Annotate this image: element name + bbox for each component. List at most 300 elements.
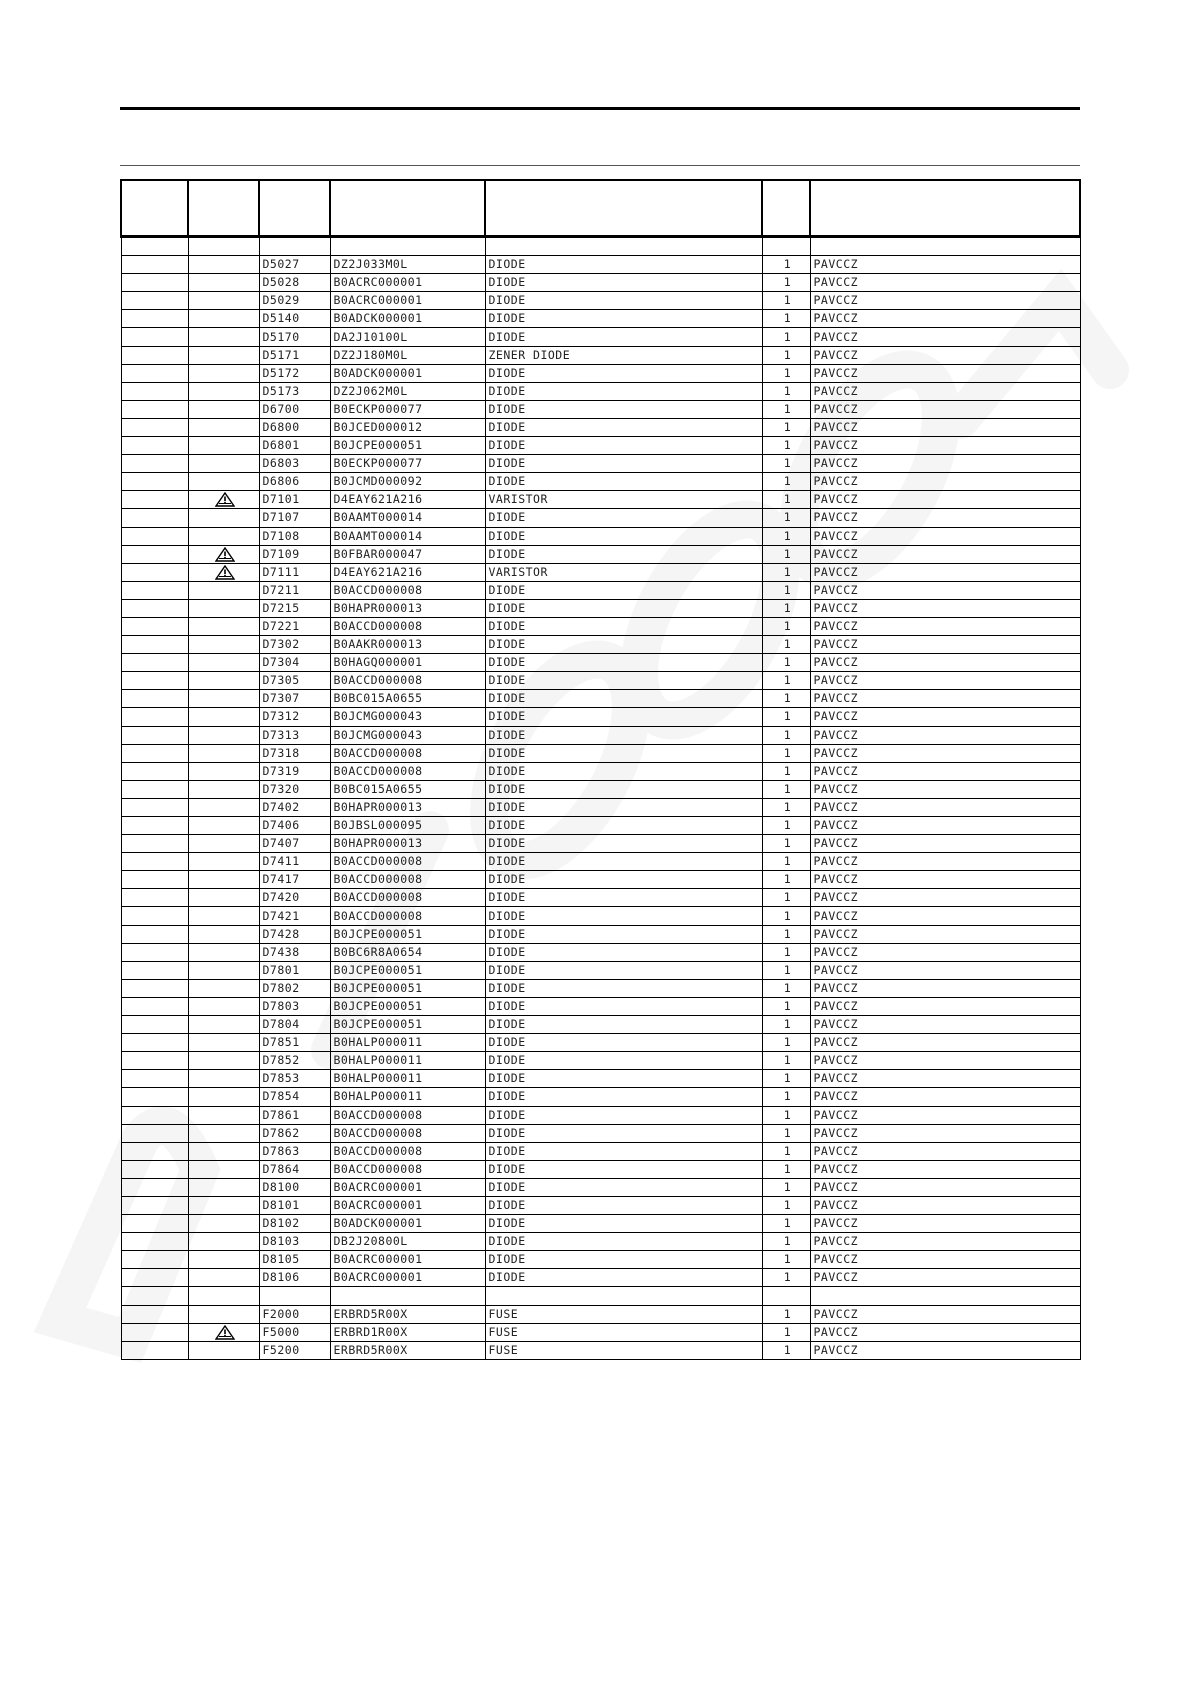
table-row xyxy=(121,1160,1080,1178)
mark-cell xyxy=(188,943,259,961)
ref-cell: D7313 xyxy=(259,726,330,744)
mark-cell xyxy=(188,545,259,563)
description-cell: DIODE xyxy=(485,617,762,635)
remarks-cell: PAVCCZ xyxy=(810,1088,1080,1106)
mark-cell xyxy=(188,292,259,310)
first-cell xyxy=(121,672,188,690)
quantity-cell: 1 xyxy=(762,310,810,328)
remarks-cell: PAVCCZ xyxy=(810,1142,1080,1160)
remarks-cell: PAVCCZ xyxy=(810,473,1080,491)
quantity-cell: 1 xyxy=(762,817,810,835)
remarks-cell: PAVCCZ xyxy=(810,527,1080,545)
header-cell-4 xyxy=(330,180,485,237)
remarks-cell: PAVCCZ xyxy=(810,292,1080,310)
empty-cell xyxy=(121,1287,188,1305)
mark-cell xyxy=(188,636,259,654)
first-cell xyxy=(121,346,188,364)
description-cell: DIODE xyxy=(485,690,762,708)
part-no-cell: B0ACCD000008 xyxy=(330,744,485,762)
ref-cell: D5027 xyxy=(259,256,330,274)
description-cell: DIODE xyxy=(485,274,762,292)
description-cell: FUSE xyxy=(485,1305,762,1323)
first-cell xyxy=(121,871,188,889)
part-no-cell: DZ2J033M0L xyxy=(330,256,485,274)
remarks-cell: PAVCCZ xyxy=(810,979,1080,997)
description-cell: DIODE xyxy=(485,256,762,274)
quantity-cell: 1 xyxy=(762,1251,810,1269)
remarks-cell: PAVCCZ xyxy=(810,509,1080,527)
header-cell-5 xyxy=(485,180,762,237)
table-row xyxy=(121,1070,1080,1088)
first-cell xyxy=(121,889,188,907)
description-cell: DIODE xyxy=(485,292,762,310)
quantity-cell: 1 xyxy=(762,1323,810,1341)
empty-cell xyxy=(330,237,485,256)
first-cell xyxy=(121,1052,188,1070)
first-cell xyxy=(121,1070,188,1088)
ref-cell: D6800 xyxy=(259,418,330,436)
table-row xyxy=(121,1106,1080,1124)
first-cell xyxy=(121,274,188,292)
table-row xyxy=(121,744,1080,762)
first-cell xyxy=(121,1124,188,1142)
description-cell: DIODE xyxy=(485,581,762,599)
table-row xyxy=(121,708,1080,726)
ref-cell: D5140 xyxy=(259,310,330,328)
mark-cell xyxy=(188,1178,259,1196)
first-cell xyxy=(121,455,188,473)
table-row xyxy=(121,925,1080,943)
description-cell: DIODE xyxy=(485,744,762,762)
table-row xyxy=(121,1251,1080,1269)
ref-cell: D7854 xyxy=(259,1088,330,1106)
mark-cell xyxy=(188,581,259,599)
description-cell: DIODE xyxy=(485,961,762,979)
ref-cell: F5200 xyxy=(259,1341,330,1359)
quantity-cell: 1 xyxy=(762,328,810,346)
quantity-cell: 1 xyxy=(762,1233,810,1251)
ref-cell: D7108 xyxy=(259,527,330,545)
first-cell xyxy=(121,256,188,274)
ref-cell: D5171 xyxy=(259,346,330,364)
first-cell xyxy=(121,1106,188,1124)
quantity-cell: 1 xyxy=(762,943,810,961)
remarks-cell: PAVCCZ xyxy=(810,871,1080,889)
description-cell: DIODE xyxy=(485,1016,762,1034)
quantity-cell: 1 xyxy=(762,1160,810,1178)
first-cell xyxy=(121,509,188,527)
mark-cell xyxy=(188,871,259,889)
first-cell xyxy=(121,437,188,455)
part-no-cell: B0JCPE000051 xyxy=(330,1016,485,1034)
mark-cell xyxy=(188,1088,259,1106)
mark-cell xyxy=(188,672,259,690)
mark-cell xyxy=(188,853,259,871)
description-cell: DIODE xyxy=(485,853,762,871)
quantity-cell: 1 xyxy=(762,961,810,979)
ref-cell: D7101 xyxy=(259,491,330,509)
first-cell xyxy=(121,1269,188,1287)
empty-cell xyxy=(188,237,259,256)
ref-cell: D7863 xyxy=(259,1142,330,1160)
warning-triangle-icon xyxy=(215,1325,235,1340)
part-no-cell: B0ACCD000008 xyxy=(330,1106,485,1124)
description-cell: DIODE xyxy=(485,1233,762,1251)
remarks-cell: PAVCCZ xyxy=(810,762,1080,780)
table-row xyxy=(121,382,1080,400)
empty-cell xyxy=(121,237,188,256)
description-cell: DIODE xyxy=(485,1178,762,1196)
first-cell xyxy=(121,997,188,1015)
description-cell: DIODE xyxy=(485,509,762,527)
first-cell xyxy=(121,636,188,654)
part-no-cell: B0ACCD000008 xyxy=(330,853,485,871)
description-cell: DIODE xyxy=(485,979,762,997)
remarks-cell: PAVCCZ xyxy=(810,581,1080,599)
empty-cell xyxy=(762,1287,810,1305)
part-no-cell: B0ECKP000077 xyxy=(330,400,485,418)
quantity-cell: 1 xyxy=(762,708,810,726)
first-cell xyxy=(121,1251,188,1269)
mark-cell xyxy=(188,798,259,816)
description-cell: DIODE xyxy=(485,636,762,654)
remarks-cell: PAVCCZ xyxy=(810,328,1080,346)
table-row xyxy=(121,798,1080,816)
mark-cell xyxy=(188,997,259,1015)
quantity-cell: 1 xyxy=(762,889,810,907)
quantity-cell: 1 xyxy=(762,1088,810,1106)
table-row xyxy=(121,961,1080,979)
ref-cell: D5172 xyxy=(259,364,330,382)
ref-cell: D7312 xyxy=(259,708,330,726)
part-no-cell: B0JCED000012 xyxy=(330,418,485,436)
description-cell: DIODE xyxy=(485,997,762,1015)
ref-cell: D7803 xyxy=(259,997,330,1015)
description-cell: DIODE xyxy=(485,889,762,907)
warning-triangle-icon xyxy=(215,492,235,507)
part-no-cell: B0JCPE000051 xyxy=(330,961,485,979)
empty-cell xyxy=(810,237,1080,256)
quantity-cell: 1 xyxy=(762,1106,810,1124)
description-cell: DIODE xyxy=(485,1034,762,1052)
description-cell: DIODE xyxy=(485,1251,762,1269)
remarks-cell: PAVCCZ xyxy=(810,400,1080,418)
table-body xyxy=(121,237,1080,1360)
mark-cell xyxy=(188,1341,259,1359)
quantity-cell: 1 xyxy=(762,997,810,1015)
table-row xyxy=(121,943,1080,961)
table-row xyxy=(121,455,1080,473)
quantity-cell: 1 xyxy=(762,617,810,635)
header-cell-7 xyxy=(810,180,1080,237)
ref-cell: D7109 xyxy=(259,545,330,563)
first-cell xyxy=(121,907,188,925)
mark-cell xyxy=(188,1052,259,1070)
spacer-row xyxy=(121,1287,1080,1305)
table-row xyxy=(121,1016,1080,1034)
ref-cell: D7802 xyxy=(259,979,330,997)
remarks-cell: PAVCCZ xyxy=(810,1124,1080,1142)
quantity-cell: 1 xyxy=(762,1124,810,1142)
first-cell xyxy=(121,328,188,346)
description-cell: DIODE xyxy=(485,473,762,491)
first-cell xyxy=(121,400,188,418)
description-cell: DIODE xyxy=(485,545,762,563)
part-no-cell: B0BC6R8A0654 xyxy=(330,943,485,961)
part-no-cell: B0JBSL000095 xyxy=(330,817,485,835)
part-no-cell: B0JCMG000043 xyxy=(330,708,485,726)
ref-cell: D8106 xyxy=(259,1269,330,1287)
quantity-cell: 1 xyxy=(762,1196,810,1214)
description-cell: DIODE xyxy=(485,1215,762,1233)
remarks-cell: PAVCCZ xyxy=(810,853,1080,871)
part-no-cell: B0ADCK000001 xyxy=(330,364,485,382)
table-row xyxy=(121,1124,1080,1142)
first-cell xyxy=(121,599,188,617)
description-cell: DIODE xyxy=(485,780,762,798)
first-cell xyxy=(121,1016,188,1034)
quantity-cell: 1 xyxy=(762,292,810,310)
warning-triangle-icon xyxy=(215,565,235,580)
mark-cell xyxy=(188,437,259,455)
description-cell: DIODE xyxy=(485,817,762,835)
part-no-cell: B0ACRC000001 xyxy=(330,1251,485,1269)
ref-cell: D7411 xyxy=(259,853,330,871)
part-no-cell: B0ACCD000008 xyxy=(330,889,485,907)
part-no-cell: B0ACCD000008 xyxy=(330,672,485,690)
part-no-cell: ERBRD5R00X xyxy=(330,1305,485,1323)
first-cell xyxy=(121,853,188,871)
quantity-cell: 1 xyxy=(762,1070,810,1088)
ref-cell: D7402 xyxy=(259,798,330,816)
first-cell xyxy=(121,473,188,491)
first-cell xyxy=(121,943,188,961)
first-cell xyxy=(121,563,188,581)
mark-cell xyxy=(188,491,259,509)
mark-cell xyxy=(188,1106,259,1124)
description-cell: VARISTOR xyxy=(485,563,762,581)
quantity-cell: 1 xyxy=(762,563,810,581)
description-cell: DIODE xyxy=(485,835,762,853)
mark-cell xyxy=(188,1323,259,1341)
quantity-cell: 1 xyxy=(762,346,810,364)
mark-cell xyxy=(188,274,259,292)
ref-cell: D7853 xyxy=(259,1070,330,1088)
header-cell-2 xyxy=(188,180,259,237)
first-cell xyxy=(121,491,188,509)
description-cell: VARISTOR xyxy=(485,491,762,509)
table-row xyxy=(121,672,1080,690)
empty-cell xyxy=(259,237,330,256)
part-no-cell: B0BC015A0655 xyxy=(330,690,485,708)
top-rule xyxy=(120,107,1080,110)
part-no-cell: B0JCPE000051 xyxy=(330,437,485,455)
part-no-cell: B0HAPR000013 xyxy=(330,599,485,617)
remarks-cell: PAVCCZ xyxy=(810,1070,1080,1088)
quantity-cell: 1 xyxy=(762,780,810,798)
mark-cell xyxy=(188,654,259,672)
ref-cell: D7864 xyxy=(259,1160,330,1178)
remarks-cell: PAVCCZ xyxy=(810,997,1080,1015)
table-row xyxy=(121,907,1080,925)
table-row xyxy=(121,473,1080,491)
table-row xyxy=(121,545,1080,563)
empty-cell xyxy=(259,1287,330,1305)
ref-cell: F5000 xyxy=(259,1323,330,1341)
mark-cell xyxy=(188,527,259,545)
mark-cell xyxy=(188,817,259,835)
part-no-cell: B0JCMD000092 xyxy=(330,473,485,491)
description-cell: DIODE xyxy=(485,708,762,726)
description-cell: DIODE xyxy=(485,437,762,455)
ref-cell: D7318 xyxy=(259,744,330,762)
description-cell: DIODE xyxy=(485,400,762,418)
mark-cell xyxy=(188,364,259,382)
description-cell: DIODE xyxy=(485,1106,762,1124)
mark-cell xyxy=(188,599,259,617)
first-cell xyxy=(121,762,188,780)
part-no-cell: B0ACCD000008 xyxy=(330,1142,485,1160)
remarks-cell: PAVCCZ xyxy=(810,1178,1080,1196)
table-row xyxy=(121,256,1080,274)
part-no-cell: B0HAGQ000001 xyxy=(330,654,485,672)
quantity-cell: 1 xyxy=(762,1269,810,1287)
first-cell xyxy=(121,418,188,436)
remarks-cell: PAVCCZ xyxy=(810,1160,1080,1178)
mark-cell xyxy=(188,346,259,364)
remarks-cell: PAVCCZ xyxy=(810,599,1080,617)
quantity-cell: 1 xyxy=(762,256,810,274)
first-cell xyxy=(121,961,188,979)
remarks-cell: PAVCCZ xyxy=(810,1215,1080,1233)
first-cell xyxy=(121,979,188,997)
part-no-cell: B0ACCD000008 xyxy=(330,1160,485,1178)
part-no-cell: B0ACCD000008 xyxy=(330,581,485,599)
remarks-cell: PAVCCZ xyxy=(810,835,1080,853)
first-cell xyxy=(121,798,188,816)
quantity-cell: 1 xyxy=(762,979,810,997)
remarks-cell: PAVCCZ xyxy=(810,636,1080,654)
ref-cell: D7307 xyxy=(259,690,330,708)
remarks-cell: PAVCCZ xyxy=(810,708,1080,726)
ref-cell: D5028 xyxy=(259,274,330,292)
table-row xyxy=(121,1215,1080,1233)
remarks-cell: PAVCCZ xyxy=(810,364,1080,382)
description-cell: DIODE xyxy=(485,328,762,346)
quantity-cell: 1 xyxy=(762,437,810,455)
first-cell xyxy=(121,780,188,798)
mark-cell xyxy=(188,1070,259,1088)
first-cell xyxy=(121,708,188,726)
mark-cell xyxy=(188,979,259,997)
quantity-cell: 1 xyxy=(762,581,810,599)
first-cell xyxy=(121,1323,188,1341)
description-cell: DIODE xyxy=(485,762,762,780)
quantity-cell: 1 xyxy=(762,1305,810,1323)
mark-cell xyxy=(188,889,259,907)
table-row xyxy=(121,690,1080,708)
remarks-cell: PAVCCZ xyxy=(810,798,1080,816)
remarks-cell: PAVCCZ xyxy=(810,780,1080,798)
quantity-cell: 1 xyxy=(762,400,810,418)
table-row xyxy=(121,1233,1080,1251)
ref-cell: D7107 xyxy=(259,509,330,527)
remarks-cell: PAVCCZ xyxy=(810,545,1080,563)
first-cell xyxy=(121,654,188,672)
part-no-cell: B0ACCD000008 xyxy=(330,617,485,635)
ref-cell: D8103 xyxy=(259,1233,330,1251)
mark-cell xyxy=(188,400,259,418)
mark-cell xyxy=(188,708,259,726)
part-no-cell: B0HALP000011 xyxy=(330,1070,485,1088)
description-cell: DIODE xyxy=(485,382,762,400)
first-cell xyxy=(121,1305,188,1323)
table-row xyxy=(121,636,1080,654)
ref-cell: D7319 xyxy=(259,762,330,780)
ref-cell: D5173 xyxy=(259,382,330,400)
ref-cell: D7304 xyxy=(259,654,330,672)
quantity-cell: 1 xyxy=(762,527,810,545)
description-cell: DIODE xyxy=(485,726,762,744)
part-no-cell: B0ACRC000001 xyxy=(330,1269,485,1287)
description-cell: DIODE xyxy=(485,943,762,961)
description-cell: DIODE xyxy=(485,1142,762,1160)
table-row xyxy=(121,1142,1080,1160)
remarks-cell: PAVCCZ xyxy=(810,382,1080,400)
first-cell xyxy=(121,292,188,310)
ref-cell: D6806 xyxy=(259,473,330,491)
table-row xyxy=(121,364,1080,382)
remarks-cell: PAVCCZ xyxy=(810,1016,1080,1034)
ref-cell: D5029 xyxy=(259,292,330,310)
warning-triangle-icon xyxy=(215,547,235,562)
mark-cell xyxy=(188,726,259,744)
mark-cell xyxy=(188,256,259,274)
remarks-cell: PAVCCZ xyxy=(810,1052,1080,1070)
empty-cell xyxy=(485,1287,762,1305)
table-row xyxy=(121,1178,1080,1196)
table-row xyxy=(121,599,1080,617)
ref-cell: D7421 xyxy=(259,907,330,925)
table-row xyxy=(121,817,1080,835)
header-cell-3 xyxy=(259,180,330,237)
quantity-cell: 1 xyxy=(762,599,810,617)
part-no-cell: B0HAPR000013 xyxy=(330,798,485,816)
quantity-cell: 1 xyxy=(762,1034,810,1052)
part-no-cell: B0ACCD000008 xyxy=(330,871,485,889)
part-no-cell: B0JCMG000043 xyxy=(330,726,485,744)
parts-table xyxy=(120,179,1081,1360)
part-no-cell: B0ACRC000001 xyxy=(330,274,485,292)
remarks-cell: PAVCCZ xyxy=(810,274,1080,292)
remarks-cell: PAVCCZ xyxy=(810,1251,1080,1269)
table-row xyxy=(121,979,1080,997)
ref-cell: D7804 xyxy=(259,1016,330,1034)
first-cell xyxy=(121,1341,188,1359)
quantity-cell: 1 xyxy=(762,762,810,780)
ref-cell: D7801 xyxy=(259,961,330,979)
first-cell xyxy=(121,617,188,635)
table-row xyxy=(121,274,1080,292)
table-row xyxy=(121,1088,1080,1106)
first-cell xyxy=(121,545,188,563)
quantity-cell: 1 xyxy=(762,726,810,744)
part-no-cell: B0HALP000011 xyxy=(330,1088,485,1106)
quantity-cell: 1 xyxy=(762,382,810,400)
empty-cell xyxy=(188,1287,259,1305)
mark-cell xyxy=(188,509,259,527)
ref-cell: D6801 xyxy=(259,437,330,455)
